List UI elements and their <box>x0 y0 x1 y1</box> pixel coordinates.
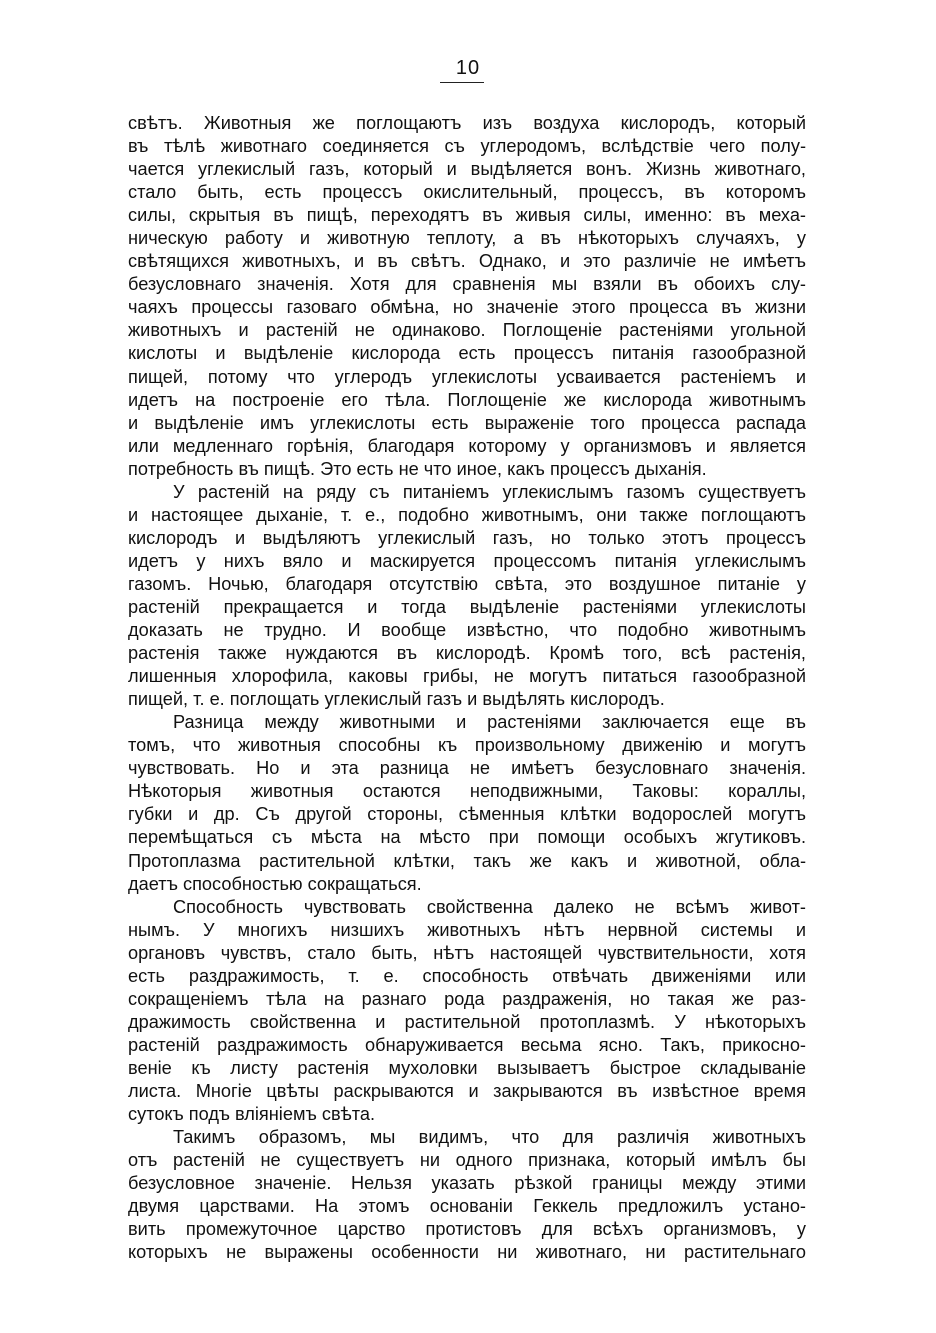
text-line: животныхъ и растеній не одинаково. Поглощеніе растеніями угольной <box>128 320 806 341</box>
paragraph <box>128 481 806 711</box>
text-line: стало быть, есть процессъ окислительный, процессъ, въ которомъ <box>128 182 806 203</box>
text-line: чается углекислый газъ, который и выдѣляется вонъ. Жизнь животнаго, <box>128 159 806 180</box>
text-line: потребность въ пищѣ. Это есть не что иное, какъ процессъ дыханія. <box>128 458 707 479</box>
text-line: въ тѣлѣ животнаго соединяется съ углеродомъ, вслѣдствіе чего полу- <box>128 136 806 157</box>
text-line: растенія также нуждаются въ кислородѣ. Кромѣ того, всѣ растенія, <box>128 643 806 664</box>
text-line: даетъ способностью сокращаться. <box>128 873 422 894</box>
page-number: 10 <box>455 57 481 79</box>
text-line: силы, скрытыя въ пищѣ, переходятъ въ живыя силы, именно: въ меха- <box>128 205 806 226</box>
text-line: органовъ чувствъ, стало быть, нѣтъ настоящей чувствительности, хотя <box>128 942 806 963</box>
text-line: Такимъ образомъ, мы видимъ, что для различія животныхъ <box>173 1127 806 1148</box>
text-line: кислородъ и выдѣляютъ углекислый газъ, но только этотъ процессъ <box>128 527 806 548</box>
text-line: чаяхъ процессы газоваго обмѣна, но значеніе этого процесса въ жизни <box>128 297 806 318</box>
text-line: идетъ у нихъ вяло и маскируется процессомъ питанія углекислымъ <box>128 550 806 571</box>
text-line: Протоплазма растительной клѣтки, такъ же какъ и животной, обла- <box>128 850 806 871</box>
text-line: доказать не трудно. И вообще извѣстно, что подобно животнымъ <box>128 620 806 641</box>
text-line: безусловное значеніе. Нельзя указать рѣзкой границы между этими <box>128 1173 806 1194</box>
text-line: ническую работу и животную теплоту, а въ нѣкоторыхъ случаяхъ, у <box>128 228 806 249</box>
paragraph <box>128 112 806 481</box>
text-line: лишенныя хлорофила, каковы грибы, не могутъ питаться газообразной <box>128 666 806 687</box>
text-line: сокращеніемъ тѣла на разнаго рода раздраженія, но такая же раз- <box>128 988 806 1009</box>
paragraph <box>128 711 806 895</box>
text-line: сутокъ подъ вліяніемъ свѣта. <box>128 1104 376 1125</box>
text-line: безусловнаго значенія. Хотя для сравненія мы взяли въ обоихъ слу- <box>128 274 806 295</box>
text-line: нымъ. У многихъ низшихъ животныхъ нѣтъ нервной системы и <box>128 919 806 940</box>
text-line: и выдѣленіе имъ углекислоты есть выраженіе того процесса распада <box>128 412 806 433</box>
text-line: растеній раздражимость обнаруживается весьма ясно. Такъ, прикосно- <box>128 1034 806 1055</box>
text-line: двумя царствами. На этомъ основаніи Геккель предложилъ устано- <box>128 1196 806 1217</box>
text-line: и настоящее дыханіе, т. е., подобно животнымъ, они также поглощаютъ <box>128 504 806 525</box>
text-line: дражимость свойственна и растительной протоплазмѣ. У нѣкоторыхъ <box>128 1011 806 1032</box>
text-line: или медленнаго горѣнія, благодаря которому у организмовъ и является <box>128 435 806 456</box>
text-line: свѣтъ. Животныя же поглощаютъ изъ воздуха кислородъ, который <box>128 113 806 133</box>
text-line: свѣтящихся животныхъ, и въ свѣтъ. Однако, и это различіе не имѣетъ <box>128 251 806 272</box>
text-line: отъ растеній не существуетъ ни одного признака, который имѣлъ бы <box>128 1150 806 1171</box>
text-line: У растеній на ряду съ питаніемъ углекислымъ газомъ существуетъ <box>173 481 806 502</box>
text-line: Нѣкоторыя животныя остаются неподвижными, Таковы: кораллы, <box>128 781 806 802</box>
text-line: перемѣщаться съ мѣста на мѣсто при помощи особыхъ жгутиковъ. <box>128 827 806 848</box>
text-line: растеній прекращается и тогда выдѣленіе растеніями углекислоты <box>128 596 806 617</box>
paragraph <box>128 1126 806 1264</box>
text-line: пищей, потому что углеродъ углекислоты усваивается растеніемъ и <box>128 366 806 387</box>
text-line: идетъ на построеніе его тѣла. Поглощеніе же кислорода животнымъ <box>128 389 806 410</box>
text-line: веніе къ листу растенія мухоловки вызываетъ быстрое складываніе <box>128 1057 806 1078</box>
text-line: кислоты и выдѣленіе кислорода есть процессъ питанія газообразной <box>128 343 806 364</box>
text-line: газомъ. Ночью, благодаря отсутствію свѣта, это воздушное питаніе у <box>128 573 806 594</box>
text-line: чувствовать. Но и эта разница не имѣетъ безусловнаго значенія. <box>128 758 806 779</box>
page-number-rule <box>440 82 484 83</box>
text-line: Способность чувствовать свойственна далеко не всѣмъ живот- <box>173 896 806 917</box>
paragraph <box>128 896 806 1126</box>
text-line: вить промежуточное царство протистовъ для всѣхъ организмовъ, у <box>128 1219 806 1240</box>
text-line: есть раздражимость, т. е. способность отвѣчать движеніями или <box>128 965 806 986</box>
body-text <box>128 112 806 1264</box>
text-line: Разница между животными и растеніями заключается еще въ <box>173 712 806 733</box>
text-line: томъ, что животныя способны къ произвольному движенію и могутъ <box>128 735 806 756</box>
text-line: пищей, т. е. поглощать углекислый газъ и выдѣлять кислородъ. <box>128 689 665 710</box>
text-line: которыхъ не выражены особенности ни животнаго, ни растительнаго <box>128 1242 806 1263</box>
text-line: губки и др. Съ другой стороны, сѣменныя клѣтки водорослей могутъ <box>128 804 806 825</box>
text-line: листа. Многіе цвѣты раскрываются и закрываются въ извѣстное время <box>128 1080 806 1101</box>
